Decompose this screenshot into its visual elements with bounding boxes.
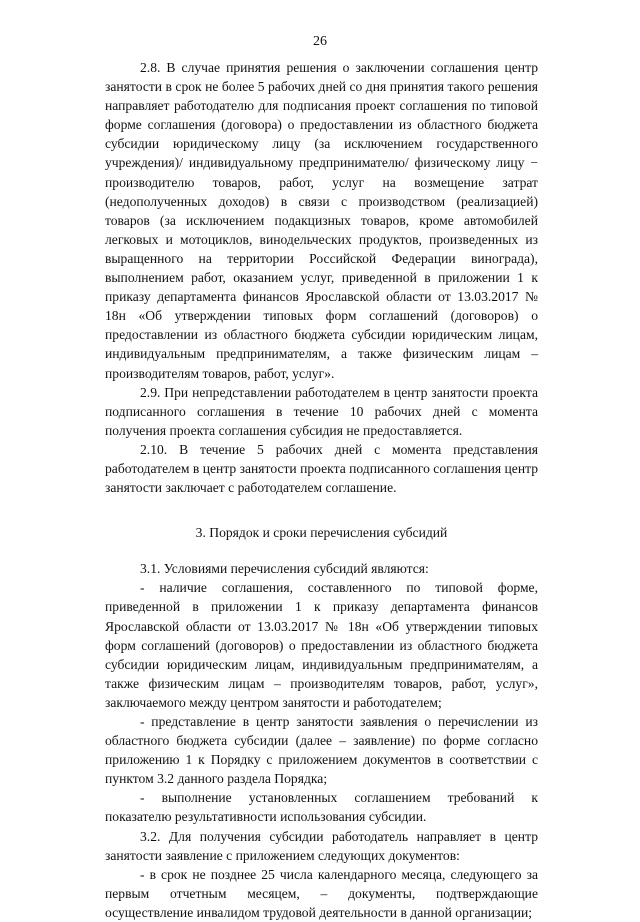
- paragraph-2-10: 2.10. В течение 5 рабочих дней с момента представления работодателем в центр занятости проекта подписанного соглашения центр занятости заключает с работодателем соглашение.: [105, 441, 539, 496]
- paragraph-2-9: 2.9. При непредставлении работодателем в центр занятости проекта подписанного соглашения в течение 10 рабочих дней с момента получения проекта соглашения субсидия не предоставляется.: [105, 384, 538, 438]
- paragraph-3-1: 3.1. Условиями перечисления субсидий являются:: [140, 561, 429, 577]
- document-body: [105, 58, 538, 922]
- list-item-agreement: - наличие соглашения, составленного по типовой форме, приведенной в приложении 1 к приказу департамента финансов Ярославской области от 13.03.2017 № 18н «Об утверждении типовых форм соглашений (договоров) о предоставлении из областного бюджета субсидии юридическим лицам, индивидуальным предпринимателям, а также физическим лицам – производителям товаров, работ, услуг», заключаемого между центром занятости и работодателем;: [105, 580, 538, 710]
- paragraph-2-8: 2.8. В случае принятия решения о заключении соглашения центр занятости в срок не более 5 рабочих дней со дня принятия такого решения направляет работодателю для подписания проект соглашения по типовой форме соглашения (договора) о предоставлении из областного бюджета субсидии юридическому лицу (за исключением государственного учреждения)/ индивидуальному предпринимателю/ физическому лицу − производителю товаров, работ, услуг на возмещение затрат (недополученных доходов) в связи с производством (реализацией) товаров (за исключением подакцизных товаров, кроме автомобилей легковых и мотоциклов, винодельческих продуктов, произведенных из выращенного на территории Российской Федерации винограда), выполнением работ, оказанием услуг, приведенной в приложении 1 к приказу департамента финансов Ярославской области от 13.03.2017 № 18н «Об утверждении типовых форм соглашений (договоров) о предоставлении из областного бюджета субсидии юридическим лицам, индивидуальным предпринимателям, а также физическим лицам – производителям товаров, работ, услуг».: [105, 60, 538, 381]
- list-item-documents: - в срок не позднее 25 числа календарного месяца, следующего за первым отчетным месяцем, – документы, подтверждающие осуществление инвалидом трудовой деятельности в данной организации;: [105, 866, 538, 920]
- page-number: 26: [313, 34, 327, 49]
- section-heading: 3. Порядок и сроки перечисления субсидий: [195, 525, 448, 541]
- list-item-requirements: - выполнение установленных соглашением требований к показателю результативности использования субсидии.: [105, 790, 538, 825]
- paragraph-3-2: 3.2. Для получения субсидии работодатель направляет в центр занятости заявление с приложением следующих документов:: [105, 828, 538, 863]
- list-item-application: - представление в центр занятости заявления о перечислении из областного бюджета субсидии (далее – заявление) по форме согласно приложению 1 к Порядку с приложением документов в соответствии с пунктом 3.2 данного раздела Порядка;: [105, 714, 538, 787]
